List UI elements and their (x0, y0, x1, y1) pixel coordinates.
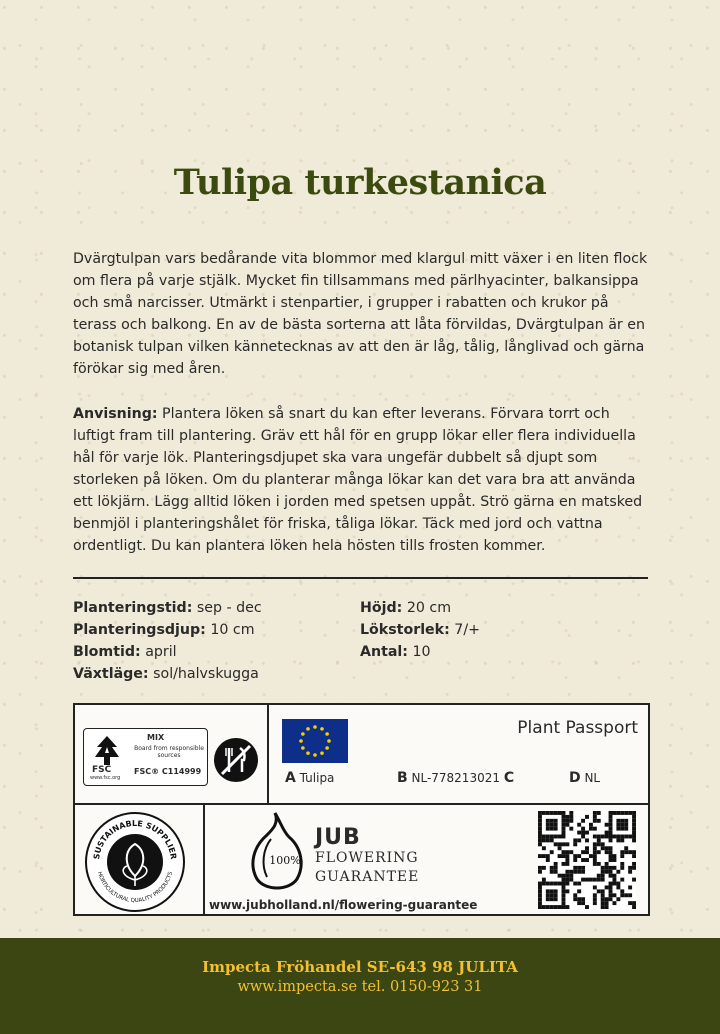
plant-passport-title: Plant Passport (517, 718, 638, 738)
fact-planting-time: Planteringstid: sep - dec (73, 600, 262, 616)
not-edible-icon (214, 738, 258, 782)
facts-left (73, 597, 262, 685)
fact-location: Växtläge: sol/halvskugga (73, 666, 259, 682)
jub-url: www.jubholland.nl/flowering-guarantee (209, 898, 478, 912)
jub-percent: 100% (269, 854, 301, 867)
footer-contact: www.impecta.se tel. 0150-923 31 (237, 979, 483, 995)
fsc-url: www.fsc.org (90, 775, 121, 781)
fsc-description: Board from responsible sources (134, 745, 204, 759)
qr-code-icon (538, 811, 636, 909)
eu-flag-icon (282, 719, 348, 763)
passport-d: D NL (569, 770, 601, 786)
fsc-logo (83, 728, 208, 786)
fsc-code: FSC® C114999 (134, 767, 202, 776)
footer (0, 938, 720, 1034)
passport-b: B NL-778213021 C (397, 770, 515, 786)
jub-line-2: GUARANTEE (315, 869, 420, 885)
sustainable-supplier-logo (85, 812, 185, 912)
fact-quantity: Antal: 10 (360, 644, 431, 660)
sustainable-bottom-text: HORTICULTURAL QUALITY PRODUCTS (95, 871, 175, 905)
fact-planting-depth: Planteringsdjup: 10 cm (73, 622, 255, 638)
facts-right (360, 597, 480, 663)
instructions-paragraph (73, 403, 653, 557)
divider-line (73, 577, 648, 579)
jub-title: JUB (315, 825, 361, 850)
description-paragraph: Dvärgtulpan vars bedårande vita blommor med klargul mitt växer i en liten flock om flera på varje stjälk. Mycket fin tillsammans med pärlhyacinter, balkansippa och små narcisser. Utmärkt i stenpartier, i grupper i rabatten och krukor på terass och balkong. En av de bästa sorterna att låta förvildas, Dvärgtulpan är en botanisk tulpan vilken kännetecknas av att den är låg, tålig, långlivad och gärna förökar sig med åren. (73, 251, 648, 377)
jub-line-1: FLOWERING (315, 850, 419, 866)
product-title: Tulipa turkestanica (173, 162, 547, 203)
instructions-text: Plantera löken så snart du kan efter leverans. Förvara torrt och luftigt fram till plantering. Gräv ett hål för en grupp lökar eller flera individuella hål för varje lök. Planteringsdjupet ska vara ungefär dubbelt så djupt som storleken på löken. Om du planterar många lökar kan det vara bra att använda ett lökjärn. Lägg alltid löken i jorden med spetsen uppåt. Strö gärna en matsked benmjöl i planteringshålet för friska, tåliga lökar. Täck med jord och vattna ordentligt. Du kan plantera löken hela hösten tills frosten kommer. (73, 406, 643, 554)
fact-bloom-time: Blomtid: april (73, 644, 177, 660)
fsc-mix: MIX (147, 733, 165, 742)
footer-company: Impecta Fröhandel SE-643 98 JULITA (202, 958, 518, 976)
certification-box (73, 703, 650, 916)
fsc-word: FSC (92, 765, 112, 775)
sustainable-top-text: SUSTAINABLE SUPPLIER (92, 818, 178, 860)
passport-a: A Tulipa (285, 770, 335, 786)
bulb-icon (245, 809, 309, 895)
instructions-label: Anvisning: (73, 406, 158, 422)
fact-height: Höjd: 20 cm (360, 600, 452, 616)
fact-bulb-size: Lökstorlek: 7/+ (360, 622, 481, 638)
